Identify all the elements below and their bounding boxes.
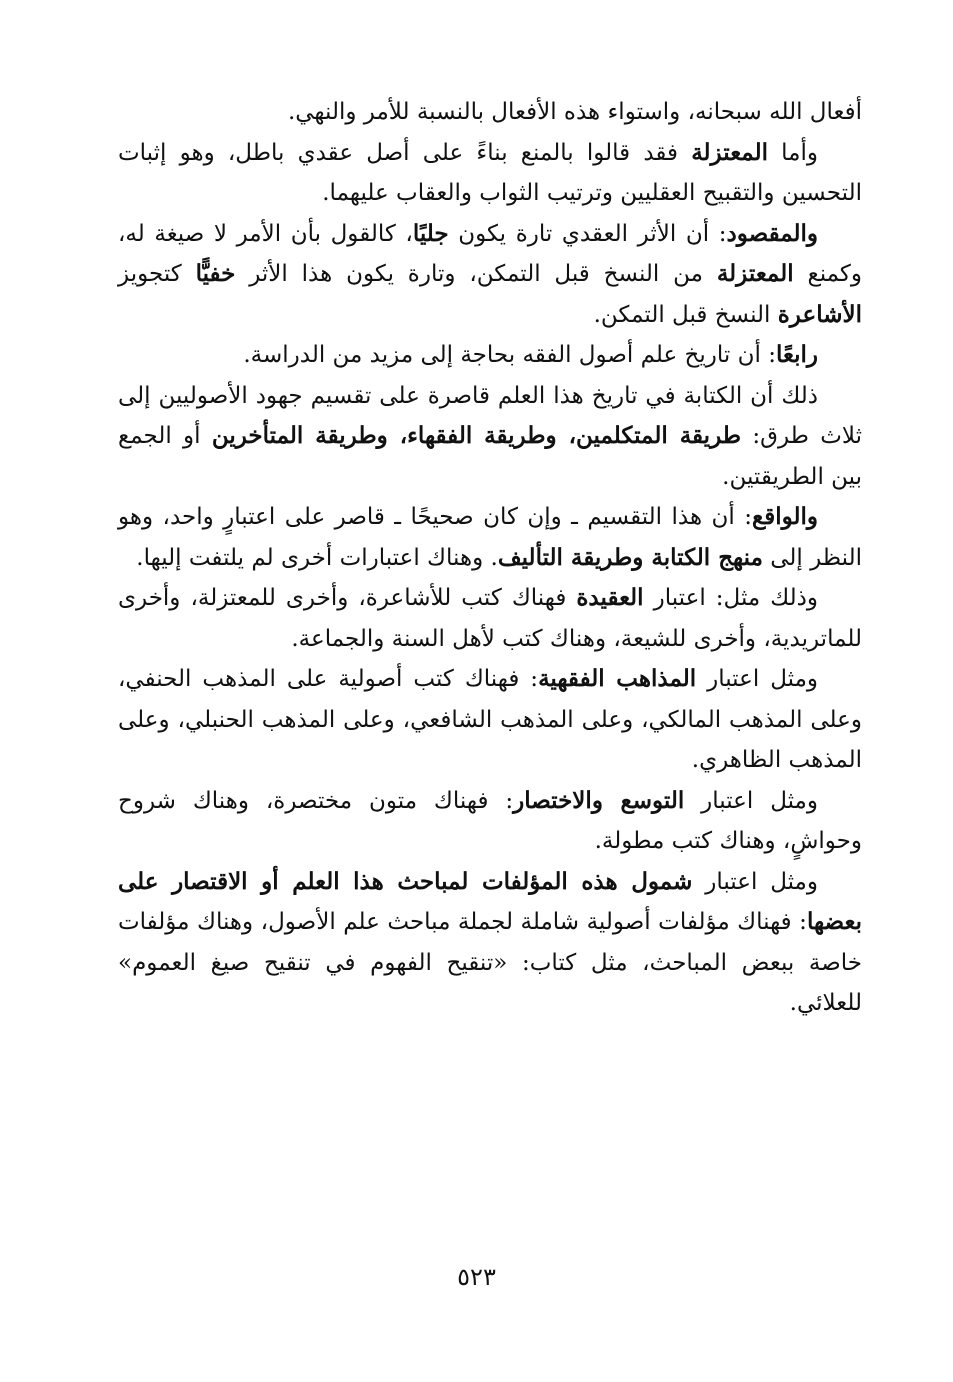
paragraph xyxy=(118,335,862,376)
bold-term: منهج الكتابة وطريقة التأليف xyxy=(497,543,763,571)
bold-term: العقيدة xyxy=(576,584,644,611)
text-run: : فهناك متون مختصرة، وهناك شروح وحواشٍ، وهناك كتب مطولة. xyxy=(118,787,862,854)
paragraph xyxy=(118,376,862,498)
text-run: ومثل اعتبار xyxy=(684,787,818,814)
paragraph xyxy=(118,92,862,133)
text-run: ذلك أن الكتابة في تاريخ هذا العلم قاصرة على تقسيم جهود الأصوليين إلى ثلاث طرق: xyxy=(118,382,862,449)
text-run: من النسخ قبل التمكن، وتارة يكون هذا الأثر xyxy=(235,261,717,287)
text-run: : أن الأثر العقدي تارة يكون xyxy=(448,220,727,247)
paragraph xyxy=(118,862,862,1024)
bold-term: التوسع والاختصار xyxy=(513,786,685,814)
text-run: ، كالقول بأن الأمر لا صيغة له، وكمنع xyxy=(118,220,862,287)
paragraph xyxy=(118,214,862,336)
bold-term: خفيًّا xyxy=(195,260,236,287)
paragraph xyxy=(118,659,862,781)
text-run: . وهناك اعتبارات أخرى لم يلتفت إليها. xyxy=(136,544,498,571)
text-run: : أن هذا التقسيم ـ وإن كان صحيحًا ـ قاصر على اعتبارٍ واحد، وهو النظر إلى xyxy=(118,504,862,571)
bold-term: والواقع xyxy=(751,503,818,530)
text-run: وذلك مثل: اعتبار xyxy=(643,585,818,611)
text-run: أفعال الله سبحانه، واستواء هذه الأفعال بالنسبة للأمر والنهي. xyxy=(287,99,862,125)
bold-term: طريقة المتكلمين، وطريقة الفقهاء، وطريقة المتأخرين xyxy=(211,422,742,449)
text-run: أو الجمع بين الطريقتين. xyxy=(118,423,862,490)
bold-term: شمول هذه المؤلفات لمباحث هذا العلم أو الاقتصار على بعضها xyxy=(118,867,862,935)
bold-term: المذاهب الفقهية xyxy=(538,665,697,692)
bold-term: المعتزلة xyxy=(691,138,768,166)
text-run: : فهناك كتب أصولية على المذهب الحنفي، وعلى المذهب المالكي، وعلى المذهب الشافعي، وعلى المذهب الحنبلي، وعلى المذهب الظاهري. xyxy=(118,666,862,773)
text-run: ومثل اعتبار xyxy=(696,666,818,692)
text-run: فقد قالوا بالمنع بناءً على أصل عقدي باطل، وهو إثبات التحسين والتقبيح العقليين وترتيب الثواب والعقاب عليهما. xyxy=(118,139,862,206)
bold-term: الأشاعرة xyxy=(777,300,862,328)
text-run: : فهناك مؤلفات أصولية شاملة لجملة مباحث علم الأصول، وهناك مؤلفات خاصة ببعض المباحث، مثل كتاب: «تنقيح الفهوم في تنقيح صيغ العموم» للعلائي. xyxy=(118,909,862,1016)
text-run: : أن تاريخ علم أصول الفقه بحاجة إلى مزيد من الدراسة. xyxy=(243,342,776,368)
body-text xyxy=(118,92,862,1024)
text-run: وأما xyxy=(767,139,818,166)
paragraph xyxy=(118,133,862,214)
paragraph xyxy=(118,578,862,659)
text-run: النسخ قبل التمكن. xyxy=(593,301,778,328)
bold-term: جليًا xyxy=(412,219,449,247)
text-run: فهناك كتب للأشاعرة، وأخرى للمعتزلة، وأخرى للماتريدية، وأخرى للشيعة، وهناك كتب لأهل السنة والجماعة. xyxy=(118,585,862,652)
bold-term: رابعًا xyxy=(775,341,818,368)
text-run: ومثل اعتبار xyxy=(692,868,818,895)
bold-term: والمقصود xyxy=(726,219,819,247)
paragraph xyxy=(118,497,862,578)
bold-term: المعتزلة xyxy=(716,260,794,287)
text-run: كتجويز xyxy=(118,261,196,287)
page-number: ٥٢٣ xyxy=(457,1263,496,1291)
paragraph xyxy=(118,781,862,862)
